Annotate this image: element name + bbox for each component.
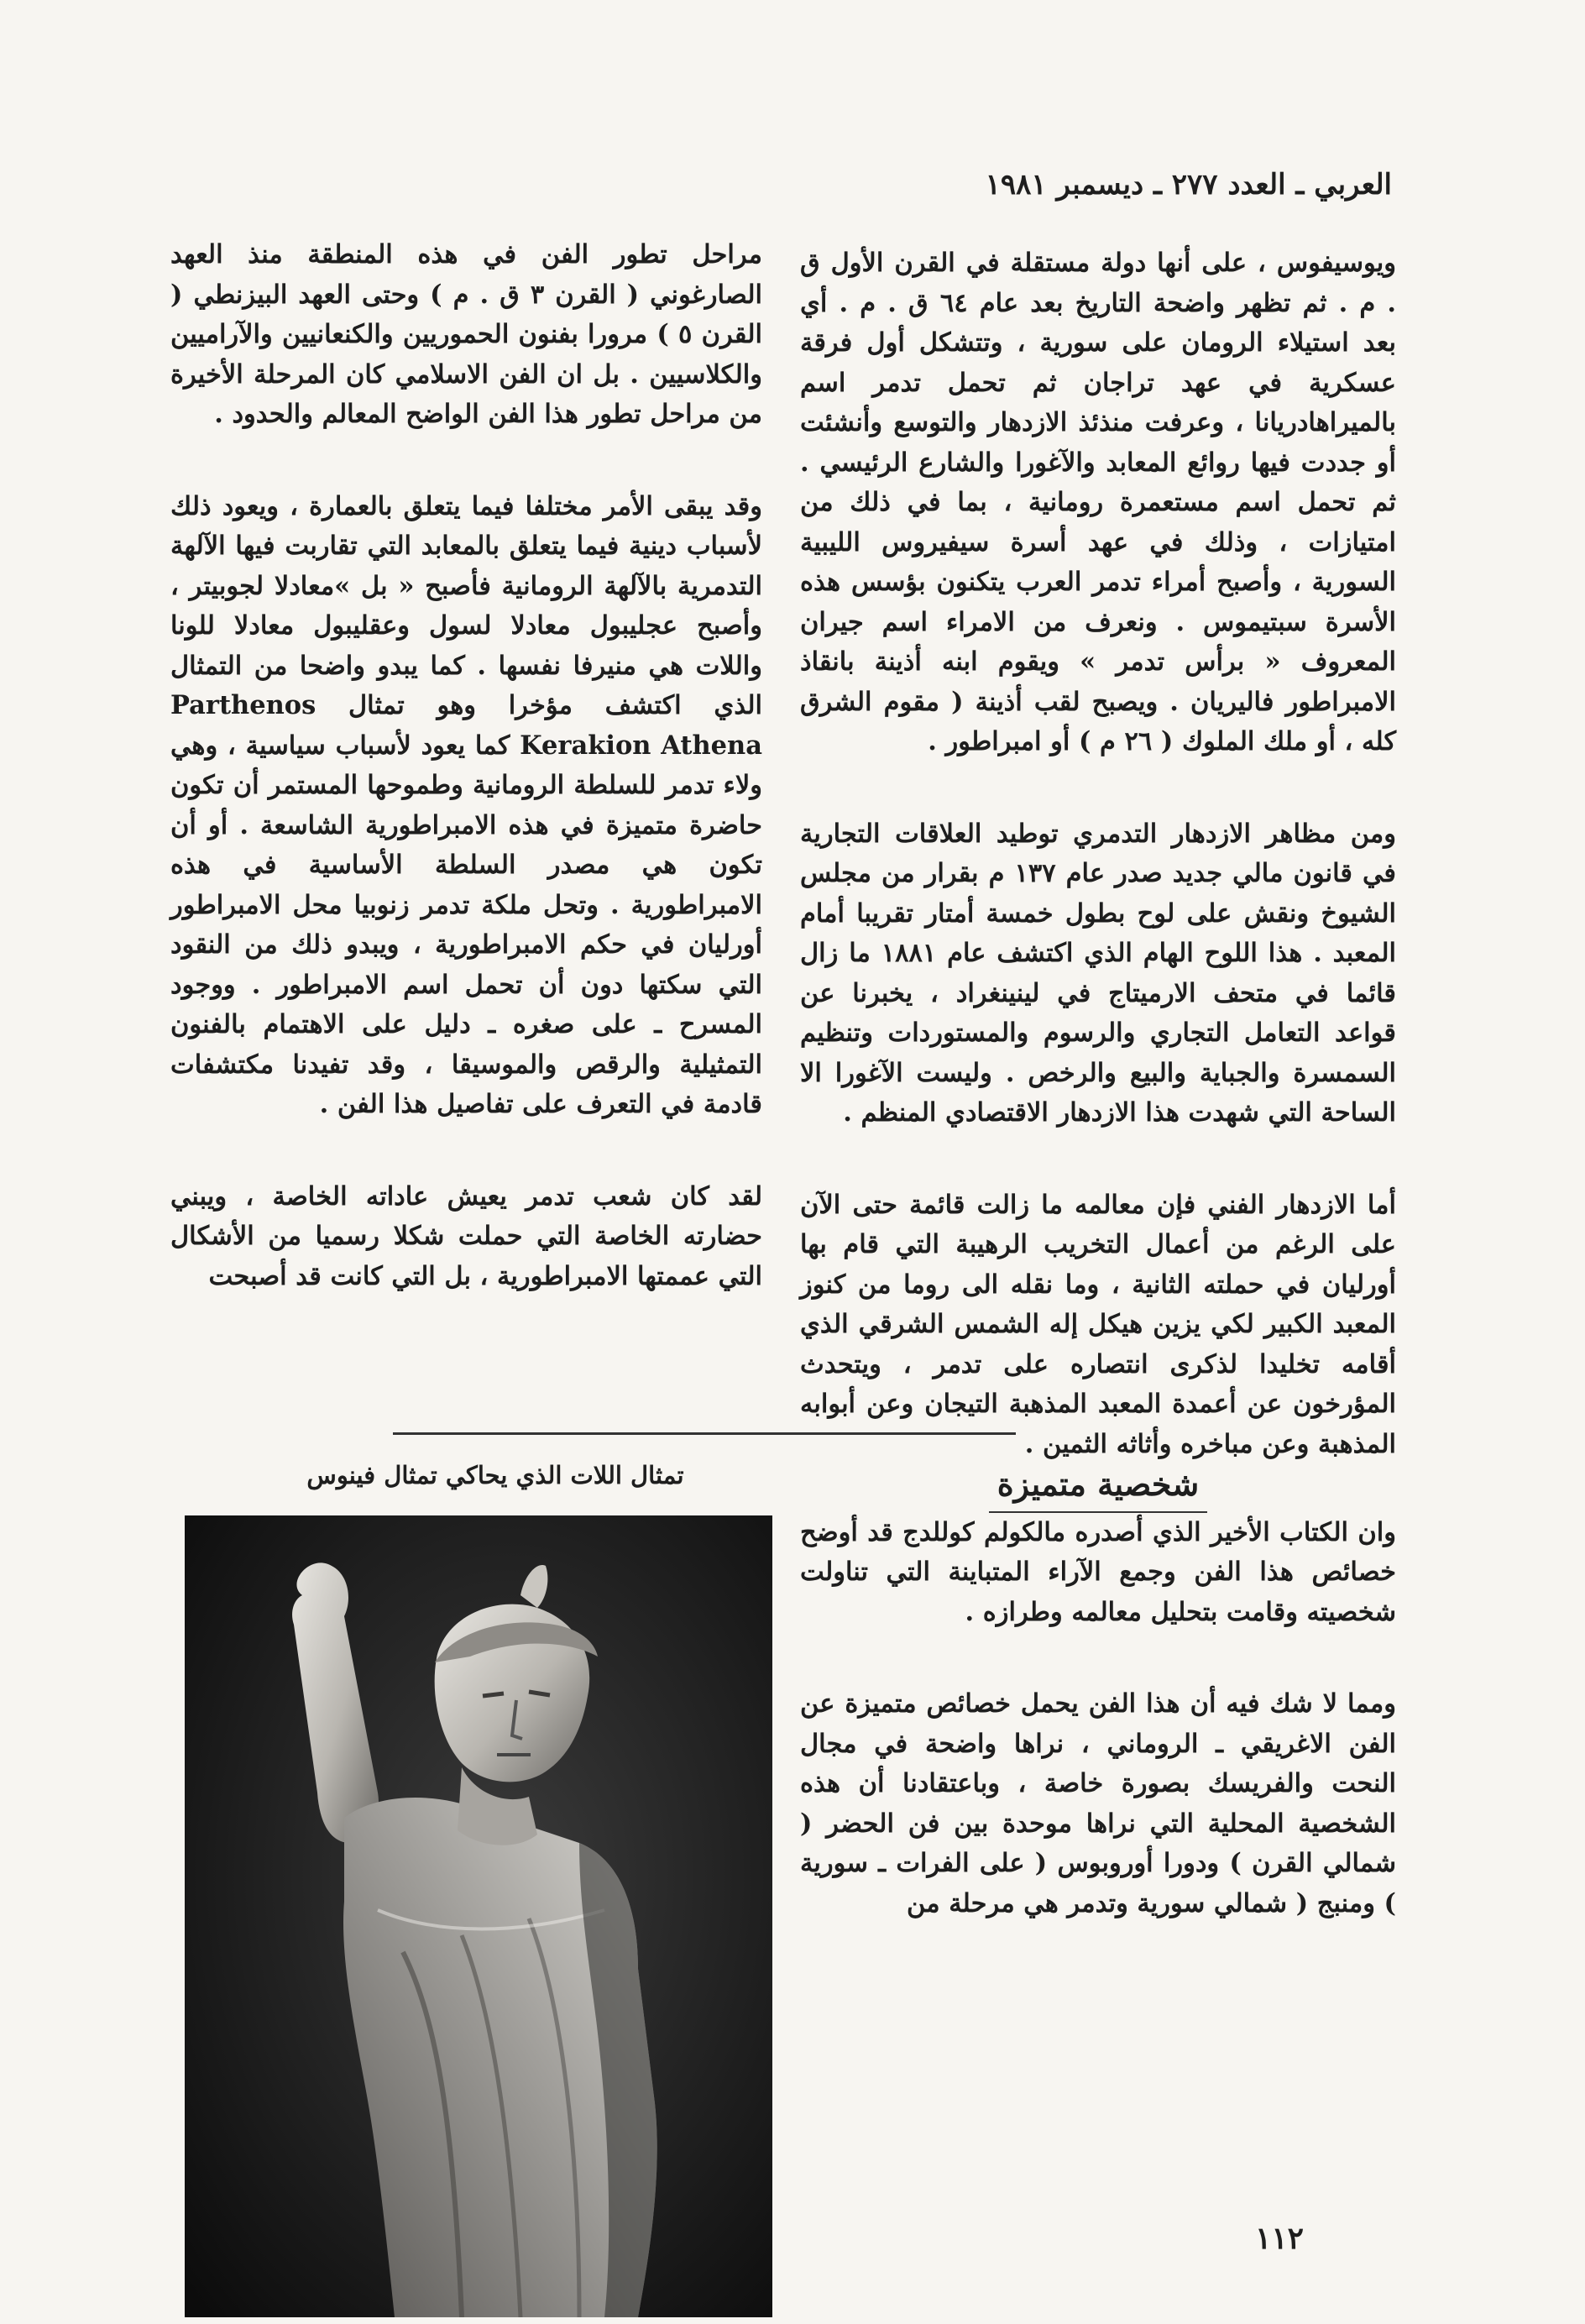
right-paragraph-2: ومن مظاهر الازدهار التدمري توطيد العلاقات التجارية في قانون مالي جديد صدر عام ١٣٧ م بقرار من مجلس الشيوخ ونقش على لوح بطول خمسة أمتار تقريبا أمام المعبد . هذا اللوح الهام الذي اكتشف عام ١٨٨١ ما زال قائما في متحف الارميتاج في لينينغراد ، يخبرنا عن قواعد التعامل التجاري والرسوم والمستوردات وتنظيم السمسرة والجباية والبيع والرخص . وليست الآغورا الا الساحة التي شهدت هذا الازدهار الاقتصادي المنظم . [800, 818, 1397, 1128]
left-paragraph-1: مراحل تطور الفن في هذه المنطقة منذ العهد الصارغوني ( القرن ٣ ق . م ) وحتى العهد البيزنطي ( القرن ٥ ) مرورا بفنون الحموريين والكنعانيين والآراميين والكلاسيين . بل ان الفن الاسلامي كان المرحلة الأخيرة من مراحل تطور هذا الفن الواضح المعالم والحدود . [170, 239, 763, 429]
page-number: ١١٢ [1254, 2221, 1304, 2256]
caption-divider [393, 1432, 1016, 1435]
left-column [170, 235, 762, 1296]
right-paragraph-5: ومما لا شك فيه أن هذا الفن يحمل خصائص متميزة عن الفن الاغريقي ـ الروماني ، نراها واضحة في مجال النحت والفريسك بصورة خاصة ، وباعتقادنا أن هذه الشخصية المحلية التي نراها موحدة بين فن الحضر ( شمالي القرن ) ودورا أوروبوس ( على الفرات ـ سورية ) ومنبج ( شمالي سورية وتدمر هي مرحلة من [800, 1688, 1396, 1918]
left-paragraph-2: وقد يبقى الأمر مختلفا فيما يتعلق بالعمارة ، ويعود ذلك لأسباب دينية فيما يتعلق بالمعابد التي تقاربت فيها الآلهة التدمرية بالآلهة الرومانية فأصبح « بل »معادلا لجوبيتر ، وأصبح عجليبول معادلا لسول وعقليبول معادلا للونا واللات هي منيرفا نفسها . كما يبدو واضحا من التمثال الذي اكتشف مؤخرا وهو تمثال Parthenos Kerakion Athena كما يعود لأسباب سياسية ، وهي ولاء تدمر للسلطة الرومانية وطموحها المستمر أن تكون حاضرة متميزة في هذه الامبراطورية الشاسعة . أو أن تكون هي مصدر السلطة الأساسية في هذه الامبراطورية . وتحل ملكة تدمر زنوبيا محل الامبراطور أورليان في حكم الامبراطورية ، ويبدو ذلك من النقود التي سكتها دون أن تحمل اسم الامبراطور . ووجود المسرح ـ على صغره ـ دليل على الاهتمام بالفنون التمثيلية والرقص والموسيقا ، وقد تفيدنا مكتشفات قادمة في التعرف على تفاصيل هذا الفن . [170, 490, 762, 1119]
statue-photo [185, 1515, 772, 2317]
photo-caption: تمثال اللات الذي يحاكي تمثال فينوس [306, 1461, 684, 1489]
right-paragraph-1: ويوسيفوس ، على أنها دولة مستقلة في القرن الأول ق . م . ثم تظهر واضحة التاريخ بعد عام ٦٤ ق . م . أي بعد استيلاء الرومان على سورية ، وتتشكل أول فرقة عسكرية في عهد تراجان ثم تحمل تدمر اسم بالميراهادريانا ، وعرفت منذئذ الازدهار والتوسع وأنشئت أو جددت فيها روائع المعابد والآغورا والشارع الرئيسي . ثم تحمل اسم مستعمرة رومانية ، بما في ذلك من امتيازات ، وذلك في عهد أسرة سيفيروس الليبية السورية ، وأصبح أمراء تدمر العرب يتكنون بؤسس هذه الأسرة سبتيموس . ونعرف من الامراء اسم جيران المعروف « برأس تدمر » ويقوم ابنه أذينة بانقاذ الامبراطور فاليريان . ويصبح لقب أذينة ( مقوم الشرق كله ، أو ملك الملوك ( ٢٦ م ) أو امبراطور . [800, 248, 1396, 756]
left-paragraph-3: لقد كان شعب تدمر يعيش عاداته الخاصة ، ويبني حضارته الخاصة التي حملت شكلا رسميا من الأشكال التي عممتها الامبراطورية ، بل التي كانت قد أصبحت [170, 1180, 762, 1291]
right-column [800, 243, 1396, 1924]
running-header: العربي ـ العدد ٢٧٧ ـ ديسمبر ١٩٨١ [985, 168, 1392, 202]
right-paragraph-4: وان الكتاب الأخير الذي أصدره مالكولم كوللدج قد أوضح خصائص هذا الفن وجمع الآراء المتباينة التي تناولت شخصيته وقامت بتحليل معالمه وطرازه . [800, 1516, 1396, 1627]
statue-illustration [185, 1515, 772, 2317]
section-heading-text: شخصية متميزة [989, 1464, 1208, 1513]
section-heading [800, 1464, 1396, 1513]
right-paragraph-3: أما الازدهار الفني فإن معالمه ما زالت قائمة حتى الآن على الرغم من أعمال التخريب الرهيبة التي قام بها أورليان في حملته الثانية ، وما نقله الى روما من كنوز المعبد الكبير لكي يزين هيكل إله الشمس الشرقي الذي أقامه تخليدا لذكرى انتصاره على تدمر ، ويتحدث المؤرخون عن أعمدة المعبد المذهبة التيجان وعن أبوابه المذهبة وعن مباخره وأثاثه الثمين . [800, 1189, 1396, 1459]
